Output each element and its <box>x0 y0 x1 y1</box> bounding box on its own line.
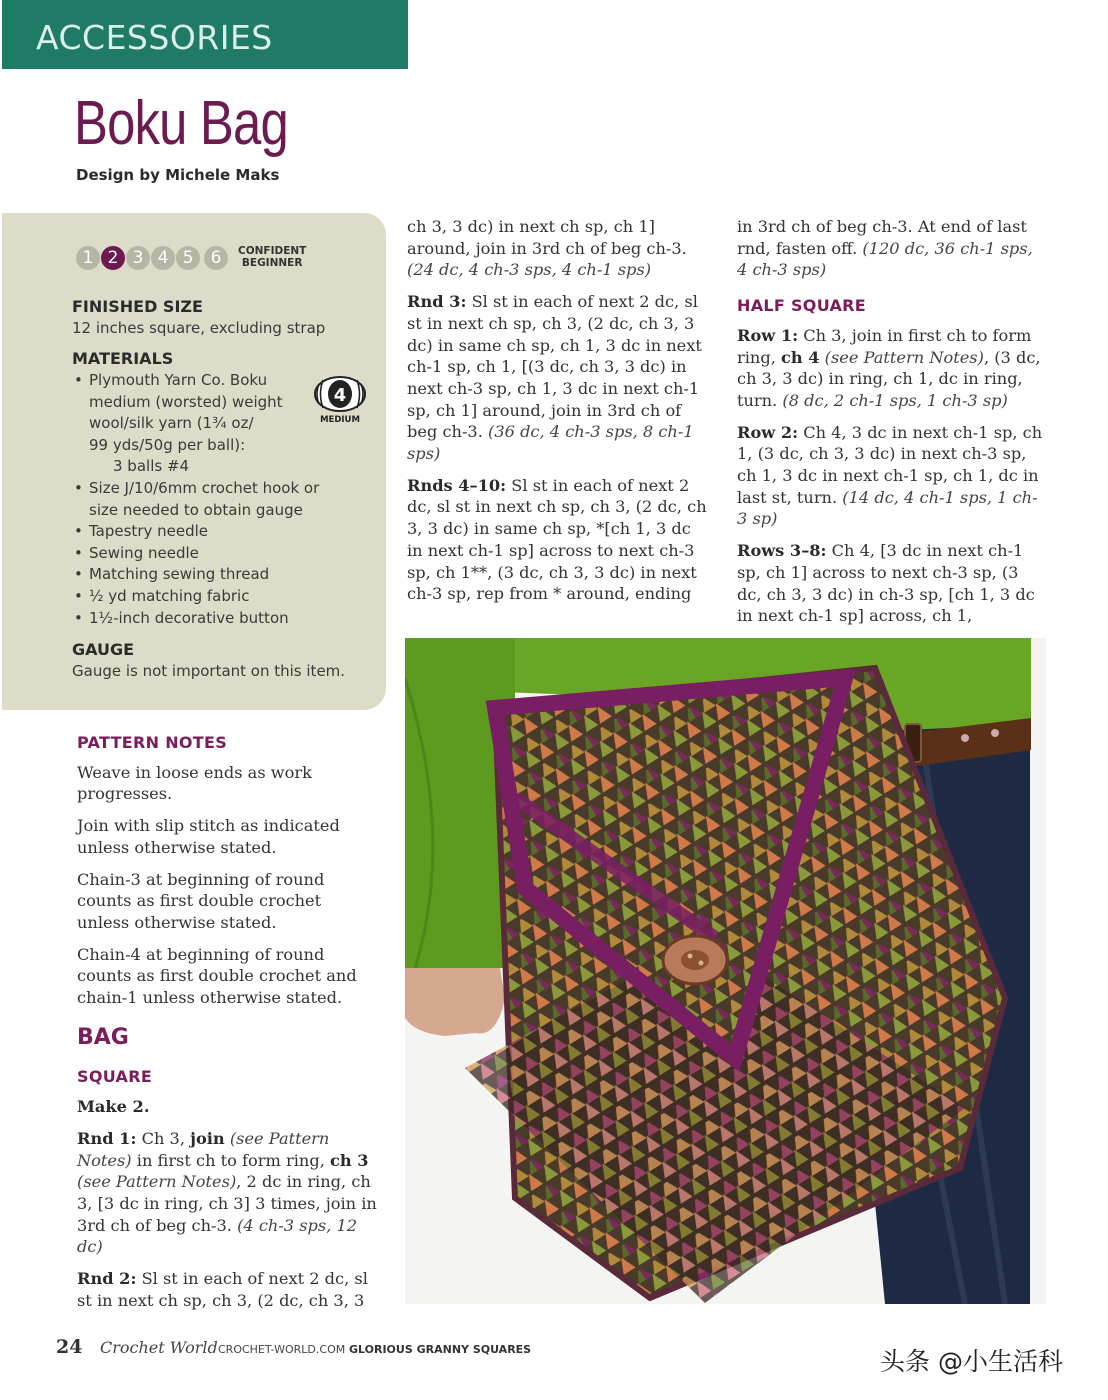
pattern-column-2 <box>407 216 707 615</box>
finished-size-heading: FINISHED SIZE <box>72 297 203 316</box>
bag-heading: BAG <box>77 1024 129 1050</box>
material-tapestry-needle: • Tapestry needle <box>72 521 342 543</box>
gauge-text: Gauge is not important on this item. <box>72 662 346 680</box>
skill-dot-4: 4 <box>151 246 175 270</box>
pattern-note-4: Chain-4 at beginning of round counts as first double crochet and chain-1 unless otherwise stated. <box>77 944 357 1008</box>
yarn-weight-label: MEDIUM <box>320 415 360 425</box>
magazine-name: Crochet World <box>100 1338 218 1357</box>
material-yarn-amount: 3 balls #4 <box>113 457 190 476</box>
skill-dot-6: 6 <box>204 246 228 270</box>
instruction-rnd-1: Rnd 1: Ch 3, join (see Pattern Notes) in first ch to form ring, ch 3 (see Pattern Notes), 2 dc in ring, ch 3, [3 dc in ring, ch 3] 3 times, join in 3rd ch of beg ch-3. (4 ch-3 sps, 12 dc) <box>77 1128 377 1257</box>
skill-dot-2: 2 <box>101 246 125 270</box>
magazine-website: CROCHET-WORLD.COM <box>218 1343 346 1356</box>
pattern-note-3: Chain-3 at beginning of round counts as first double crochet unless otherwise stated. <box>77 869 325 932</box>
pattern-notes-heading: PATTERN NOTES <box>77 733 228 752</box>
pattern-note-2: Join with slip stitch as indicated unless otherwise stated. <box>77 816 340 857</box>
skill-dot-1: 1 <box>76 246 100 270</box>
issue-title: GLORIOUS GRANNY SQUARES <box>349 1343 532 1356</box>
materials-list <box>72 370 342 629</box>
square-heading: SQUARE <box>77 1067 153 1087</box>
instruction-rnd-2-cont: ch 3, 3 dc) in next ch sp, ch 1] around, join in 3rd ch of beg ch-3. (24 dc, 4 ch-3 sps, 4 ch-1 sps) <box>407 217 687 280</box>
skill-dot-5: 5 <box>176 246 200 270</box>
instruction-rnds-4-10: Rnds 4–10: Sl st in each of next 2 dc, sl st in next ch sp, ch 3, (2 dc, ch 3, 3 dc) in same ch sp, *[ch 1, 3 dc in next ch-1 sp] across to next ch-3 sp, ch 1**, (3 dc, ch 3, 3 dc) in next ch-3 sp, rep from * around, ending <box>407 475 707 604</box>
gauge-heading: GAUGE <box>72 640 135 659</box>
instruction-rows-3-8: Rows 3–8: Ch 4, [3 dc in next ch-1 sp, ch 1] across to next ch-3 sp, (3 dc, ch 3, 3 dc) in ch-3 sp, [ch 1, 3 dc in next ch-1 sp] across, ch 1, <box>737 541 1035 626</box>
section-label: ACCESSORIES <box>36 18 273 57</box>
designer-credit: Design by Michele Maks <box>76 166 280 184</box>
yarn-weight-number: 4 <box>333 385 347 406</box>
material-hook: • Size J/10/6mm crochet hook or size needed to obtain gauge <box>72 478 342 521</box>
instruction-row-1: Row 1: Ch 3, join in first ch to form ring, ch 4 (see Pattern Notes), (3 dc, ch 3, 3 dc) in ring, ch 1, dc in ring, turn. (8 dc, 2 ch-1 sps, 1 ch-3 sp) <box>737 325 1041 410</box>
make-count: Make 2. <box>77 1097 150 1117</box>
page-number: 24 <box>56 1336 83 1358</box>
page-title: Boku Bag <box>74 89 288 158</box>
instruction-rnds-4-10-cont: in 3rd ch of beg ch-3. At end of last rnd, fasten off. (120 dc, 36 ch-1 sps, 4 ch-3 sps) <box>737 217 1033 280</box>
pattern-note-1: Weave in loose ends as work progresses. <box>77 762 312 804</box>
pattern-column-3 <box>737 216 1047 637</box>
skill-dot-3: 3 <box>126 246 150 270</box>
half-square-heading: HALF SQUARE <box>737 296 867 316</box>
section-tab <box>2 0 408 69</box>
yarn-weight-icon <box>313 374 367 426</box>
instruction-rnd-2: Rnd 2: Sl st in each of next 2 dc, sl st in next ch sp, ch 3, (2 dc, ch 3, 3 <box>77 1269 368 1310</box>
bag-photo <box>405 638 1046 1304</box>
finished-size-text: 12 inches square, excluding strap <box>72 319 326 337</box>
material-sewing-needle: • Sewing needle <box>72 543 342 565</box>
material-button: • 1½-inch decorative button <box>72 608 342 630</box>
instruction-rnd-3: Rnd 3: Sl st in each of next 2 dc, sl st in next ch sp, ch 3, (2 dc, ch 3, 3 dc) in same ch sp, ch 1, 3 dc in next ch-1 sp, ch 1, [(3 dc, ch 3, 3 dc) in next ch-3 sp, ch 1, 3 dc in next ch-1 sp, ch 1] around, join in 3rd ch of beg ch-3. (36 dc, 4 ch-3 sps, 8 ch-1 sps) <box>407 292 702 464</box>
pattern-column-1 <box>77 732 377 1321</box>
material-yarn: • Plymouth Yarn Co. Boku medium (worsted) weight wool/silk yarn (1¾ oz/ 99 yds/50g per ball): <box>72 370 342 456</box>
materials-heading: MATERIALS <box>72 349 174 368</box>
instruction-row-2: Row 2: Ch 4, 3 dc in next ch-1 sp, ch 1, (3 dc, ch 3, 3 dc) in next ch-3 sp, ch 1, 3 dc in next ch-1 sp, ch 1, dc in last st, turn. (14 dc, 4 ch-1 sps, 1 ch-3 sp) <box>737 422 1043 529</box>
watermark-text: 头条 @小生活科 <box>880 1347 1063 1376</box>
material-sewing-thread: • Matching sewing thread <box>72 564 342 586</box>
material-fabric: • ½ yd matching fabric <box>72 586 342 608</box>
skill-level-label: CONFIDENT BEGINNER <box>238 245 307 269</box>
